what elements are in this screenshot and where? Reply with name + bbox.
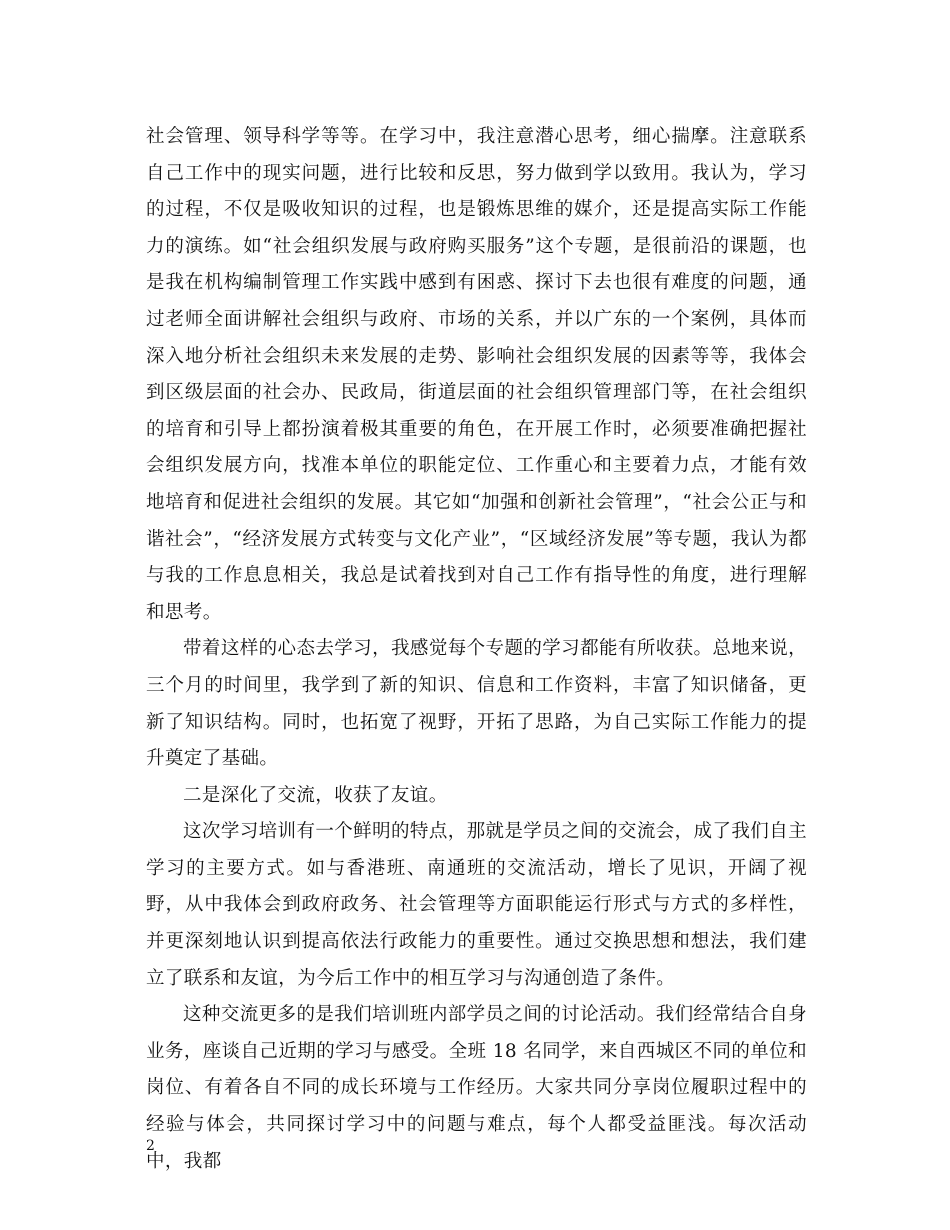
page-number: 2 bbox=[146, 1138, 155, 1154]
document-body bbox=[146, 119, 807, 1180]
section-heading-paragraph: 二是深化了交流，收获了友谊。 bbox=[183, 784, 448, 806]
paragraph-5: 这种交流更多的是我们培训班内部学员之间的讨论活动。我们经常结合自身业务，座谈自己近期的学习与感受。全班 18 名同学，来自西城区不同的单位和岗位、有着各自不同的成长环境与工作经历。大家共同分享岗位履职过程中的经验与体会，共同探讨学习中的问题与难点，每个人都受益匪浅。每次活动中，我都 bbox=[146, 1004, 807, 1172]
paragraph-2: 带着这样的心态去学习，我感觉每个专题的学习都能有所收获。总地来说，三个月的时间里，我学到了新的知识、信息和工作资料，丰富了知识储备，更新了知识结构。同时，也拓宽了视野，开拓了思路，为自己实际工作能力的提升奠定了基础。 bbox=[146, 638, 807, 770]
paragraph-1: 社会管理、领导科学等等。在学习中，我注意潜心思考，细心揣摩。注意联系自己工作中的现实问题，进行比较和反思，努力做到学以致用。我认为，学习的过程，不仅是吸收知识的过程，也是锻炼思维的媒介，还是提高实际工作能力的演练。如“社会组织发展与政府购买服务”这个专题，是很前沿的课题，也是我在机构编制管理工作实践中感到有困惑、探讨下去也很有难度的问题，通过老师全面讲解社会组织与政府、市场的关系，并以广东的一个案例，具体而深入地分析社会组织未来发展的走势、影响社会组织发展的因素等等，我体会到区级层面的社会办、民政局，街道层面的社会组织管理部门等，在社会组织的培育和引导上都扮演着极其重要的角色，在开展工作时，必须要准确把握社会组织发展方向，找准本单位的职能定位、工作重心和主要着力点，才能有效地培育和促进社会组织的发展。其它如“加强和创新社会管理”，“社会公正与和谐社会”，“经济发展方式转变与文化产业”，“区域经济发展”等专题，我认为都与我的工作息息相关，我总是试着找到对自己工作有指导性的角度，进行理解和思考。 bbox=[146, 126, 807, 623]
paragraph-4: 这次学习培训有一个鲜明的特点，那就是学员之间的交流会，成了我们自主学习的主要方式。如与香港班、南通班的交流活动，增长了见识，开阔了视野，从中我体会到政府政务、社会管理等方面职能运行形式与方式的多样性，并更深刻地认识到提高依法行政能力的重要性。通过交换思想和想法，我们建立了联系和友谊，为今后工作中的相互学习与沟通创造了条件。 bbox=[146, 821, 807, 989]
